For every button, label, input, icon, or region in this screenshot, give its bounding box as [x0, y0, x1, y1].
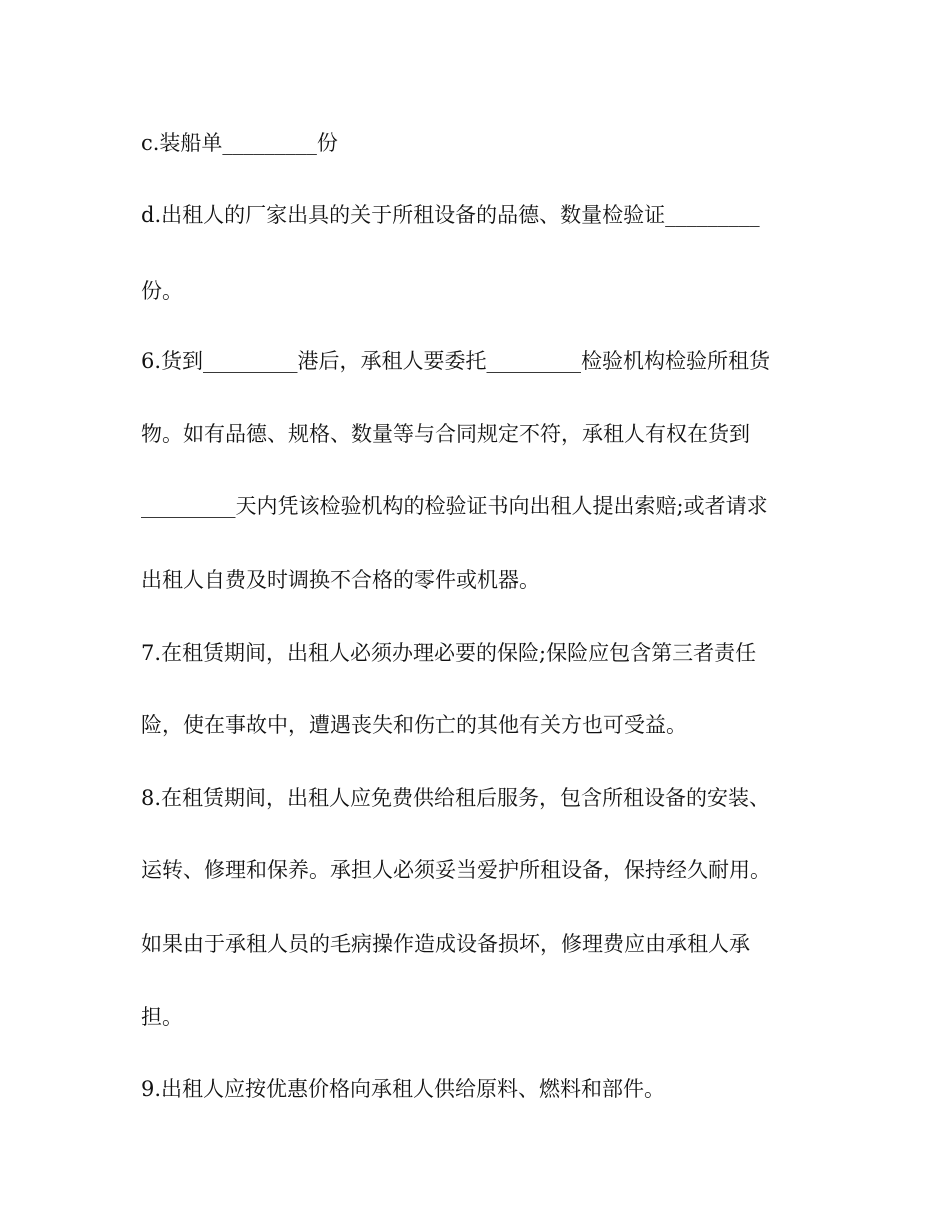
line-7: 7.在租赁期间，出租人必须办理必要的保险;保险应包含第三者责任 [141, 641, 757, 665]
line-c: c.装船单_________份 [141, 131, 338, 155]
line-8-cont-2: 如果由于承租人员的毛病操作造成设备损坏，修理费应由承租人承 [141, 932, 750, 956]
line-8: 8.在租赁期间，出租人应免费供给租后服务，包含所租设备的安装、 [141, 786, 771, 810]
line-6-cont-3: 出租人自费及时调换不合格的零件或机器。 [141, 568, 540, 592]
line-d: d.出租人的厂家出具的关于所租设备的品德、数量检验证_________ [141, 203, 760, 227]
line-8-cont-3: 担。 [141, 1005, 183, 1029]
line-6-cont-1: 物。如有品德、规格、数量等与合同规定不符，承租人有权在货到 [141, 422, 750, 446]
line-6-cont-2: _________天内凭该检验机构的检验证书向出租人提出索赔;或者请求 [141, 494, 768, 518]
line-9: 9.出租人应按优惠价格向承租人供给原料、燃料和部件。 [141, 1077, 666, 1101]
line-6: 6.货到_________港后，承租人要委托_________检验机构检验所租货 [141, 349, 771, 373]
line-8-cont-1: 运转、修理和保养。承担人必须妥当爱护所租设备，保持经久耐用。 [141, 858, 771, 882]
line-d-cont: 份。 [141, 279, 183, 303]
line-7-cont: 险，使在事故中，遭遇丧失和伤亡的其他有关方也可受益。 [141, 713, 687, 737]
